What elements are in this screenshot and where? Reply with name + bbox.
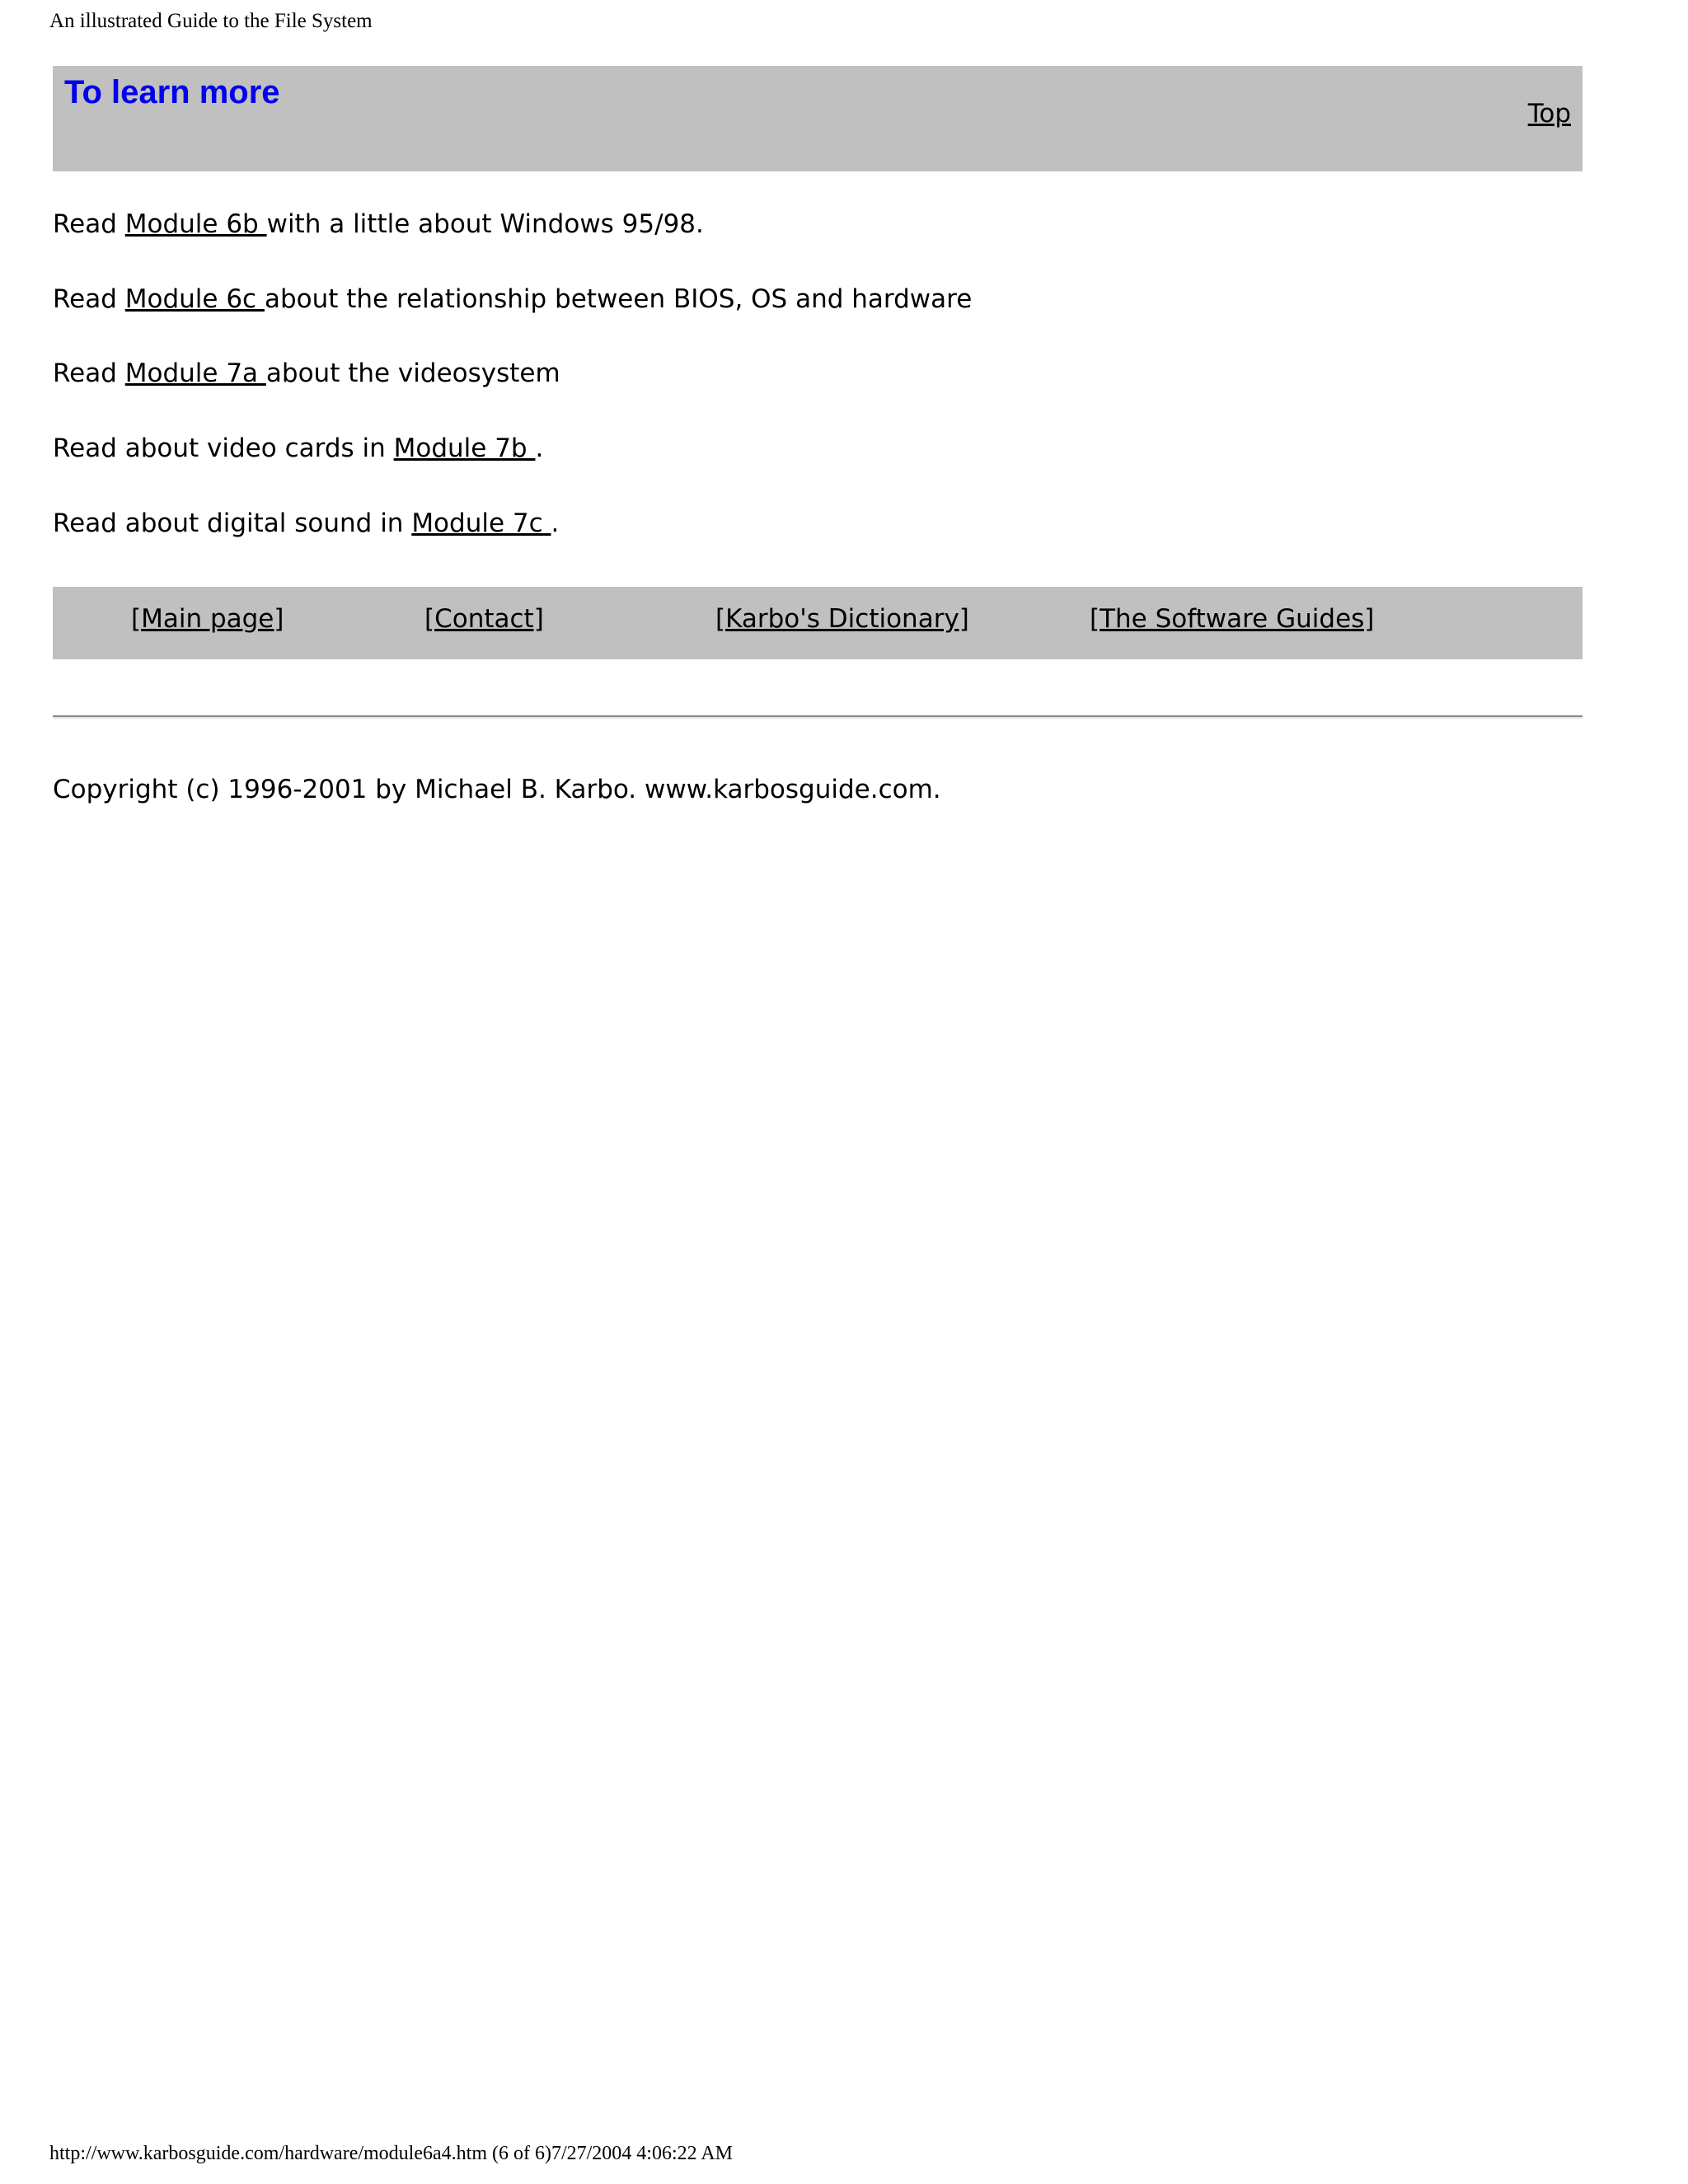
top-link[interactable]: Top: [1527, 99, 1571, 129]
paragraph-text: Read: [53, 359, 125, 388]
module-6b-link[interactable]: Module 6b: [124, 209, 267, 239]
paragraph-text: .: [551, 509, 560, 538]
section-header-bar: [53, 66, 1582, 171]
horizontal-rule: [53, 715, 1582, 719]
contact-link[interactable]: [Contact]: [424, 604, 544, 634]
software-guides-link[interactable]: [The Software Guides]: [1090, 604, 1375, 634]
paragraph-text: about the videosystem: [265, 359, 560, 388]
module-7b-link[interactable]: Module 7b: [393, 434, 536, 463]
paragraph-text: .: [535, 434, 544, 463]
paragraph-module-6b: [53, 208, 704, 241]
module-7c-link[interactable]: Module 7c: [411, 509, 551, 538]
paragraph-text: with a little about Windows 95/98.: [266, 209, 704, 239]
section-title: To learn more: [64, 74, 280, 110]
copyright-text: Copyright (c) 1996-2001 by Michael B. Karbo. www.karbosguide.com.: [53, 775, 941, 804]
paragraph-module-6c: [53, 283, 972, 316]
main-page-link[interactable]: [Main page]: [131, 604, 284, 634]
paragraph-module-7a: [53, 357, 560, 390]
footer-nav-bar: [53, 587, 1582, 659]
dictionary-link[interactable]: [Karbo's Dictionary]: [715, 604, 969, 634]
print-footer-url: http://www.karbosguide.com/hardware/module6a4.htm (6 of 6)7/27/2004 4:06:22 AM: [49, 2143, 733, 2164]
module-7a-link[interactable]: Module 7a: [124, 359, 266, 388]
print-header-title: An illustrated Guide to the File System: [49, 10, 373, 32]
paragraph-text: Read about video cards in: [53, 434, 394, 463]
paragraph-module-7c: [53, 507, 559, 540]
paragraph-text: Read: [53, 209, 125, 239]
module-6c-link[interactable]: Module 6c: [124, 284, 265, 314]
paragraph-text: Read about digital sound in: [53, 509, 412, 538]
paragraph-text: about the relationship between BIOS, OS and hardware: [264, 284, 973, 314]
paragraph-text: Read: [53, 284, 125, 314]
paragraph-module-7b: [53, 432, 543, 465]
